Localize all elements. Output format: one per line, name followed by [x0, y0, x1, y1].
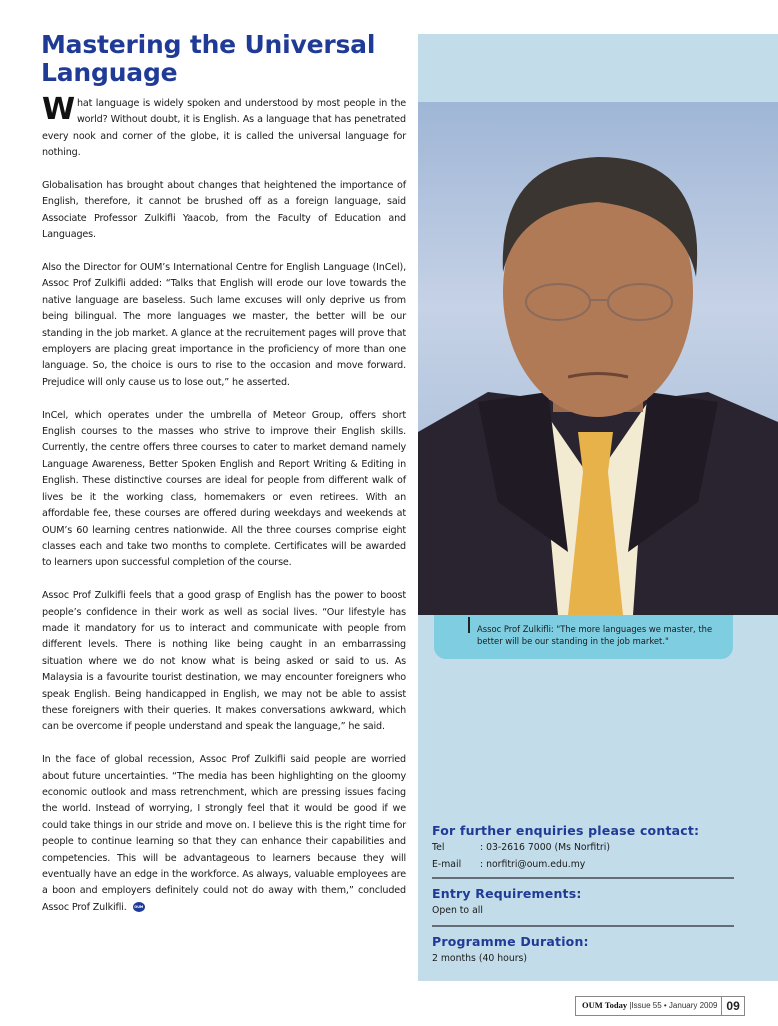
portrait-illustration [418, 102, 778, 615]
email-label: E-mail [432, 859, 462, 870]
contact-section [432, 823, 732, 873]
section-divider [432, 877, 734, 879]
tel-label: Tel [432, 842, 445, 853]
duration-section [432, 934, 732, 967]
entry-section [432, 886, 732, 919]
entry-value: Open to all [432, 905, 483, 916]
tel-value[interactable]: : 03-2616 7000 (Ms Norfitri) [480, 842, 610, 853]
oum-logo-icon: OUM [133, 902, 145, 912]
duration-heading: Programme Duration: [432, 934, 589, 949]
drop-cap: W [42, 92, 75, 127]
contact-tel [432, 839, 732, 856]
publication-name: OUM Today [582, 1000, 628, 1010]
portrait-photo [418, 102, 778, 615]
paragraph-text: In the face of global recession, Assoc Prof Zulkifli said people are worried about future uncertainties. “The media has been highlighting on the gloomy economic outlook and mass retrenchment, which are pressing issues facing the world. Instead of worrying, I strongly feel that it would be good if we could take things in our stride and move on. I believe this is the right time for people to continue learning so that they can enhance their capabilities and competencies. This will be advantageous to learners because they will eventually have an edge in the workforce. As always, valuable employees are a boon and employers definitely could not do away with them,” concluded Assoc Prof Zulkifli. [42, 754, 406, 913]
article-title: Mastering the Universal Language [41, 30, 376, 87]
entry-heading: Entry Requirements: [432, 886, 582, 901]
page-number: 09 [726, 999, 740, 1013]
issue-info: |Issue 55 • January 2009 [629, 1001, 718, 1010]
publication-info [576, 997, 722, 1015]
paragraph-2: Globalisation has brought about changes that heightened the importance of English, therefore, it cannot be brushed off as a foreign language, said Associate Professor Zulkifli Yaacob, from the Faculty of Education and Languages. [42, 180, 406, 241]
paragraph-6 [42, 752, 406, 916]
email-link[interactable]: : norfitri@oum.edu.my [480, 859, 586, 870]
paragraph-5: Assoc Prof Zulkifli feels that a good grasp of English has the power to boost people’s confidence in their work as well as social lives. “Our lifestyle has made it mandatory for us to interact and communicate with people from different levels. There is nothing like being caught in an embarrassing situation where we do not know what is being asked or said to us. As Malaysia is a favourite tourist destination, we may encounter foreigners who speak English. Being handicapped in English, we may not be able to assist these foreigners with their queries. It makes conversations awkward, which can be overcome if people understand and speak the language,” he said. [42, 590, 406, 733]
paragraph-1 [42, 92, 406, 162]
duration-value: 2 months (40 hours) [432, 953, 528, 964]
paragraph-3: Also the Director for OUM’s International Centre for English Language (InCel), Assoc Prof Zulkifli added: “Talks that English will erode our love towards the native language are baseless. Such lame excuses will only deprive us from being bilingual. The more languages we master, the better will be our standing in the job market. A glance at the recruitement pages will prove that employers are placing great importance in the proficiency of more than one language. So, the choice is ours to rise to the occasion and move forward. Prejudice will only cause us to lose out,” he asserted. [42, 262, 406, 388]
contact-email [432, 856, 732, 873]
paragraph-4: InCel, which operates under the umbrella of Meteor Group, offers short English courses to the masses who strive to improve their English skills. Currently, the centre offers three courses to cater to market demand namely Language Awareness, Better Spoken English and Report Writing & Editing in English. These distinctive courses are ideal for people from different walk of lives be it the working class, homemakers or even retirees. With an affordable fee, these courses are offered during weekdays and weekends at OUM’s 60 learning centres nationwide. All the three courses comprise eight classes each and take two months to complete. Certificates will be awarded to learners upon successful completion of the course. [42, 409, 406, 569]
paragraph-text: hat language is widely spoken and understood by most people in the world? Without doubt, it is English. As a language that has penetrated every nook and corner of the globe, it is called the universal language for nothing. [42, 98, 406, 159]
page-footer [575, 996, 745, 1016]
contact-heading: For further enquiries please contact: [432, 823, 700, 838]
photo-caption: Assoc Prof Zulkifli: "The more languages we master, the better will be our standing in the job market." [477, 624, 713, 646]
article-body [42, 92, 406, 933]
section-divider [432, 925, 734, 927]
caption-marker [468, 617, 470, 633]
